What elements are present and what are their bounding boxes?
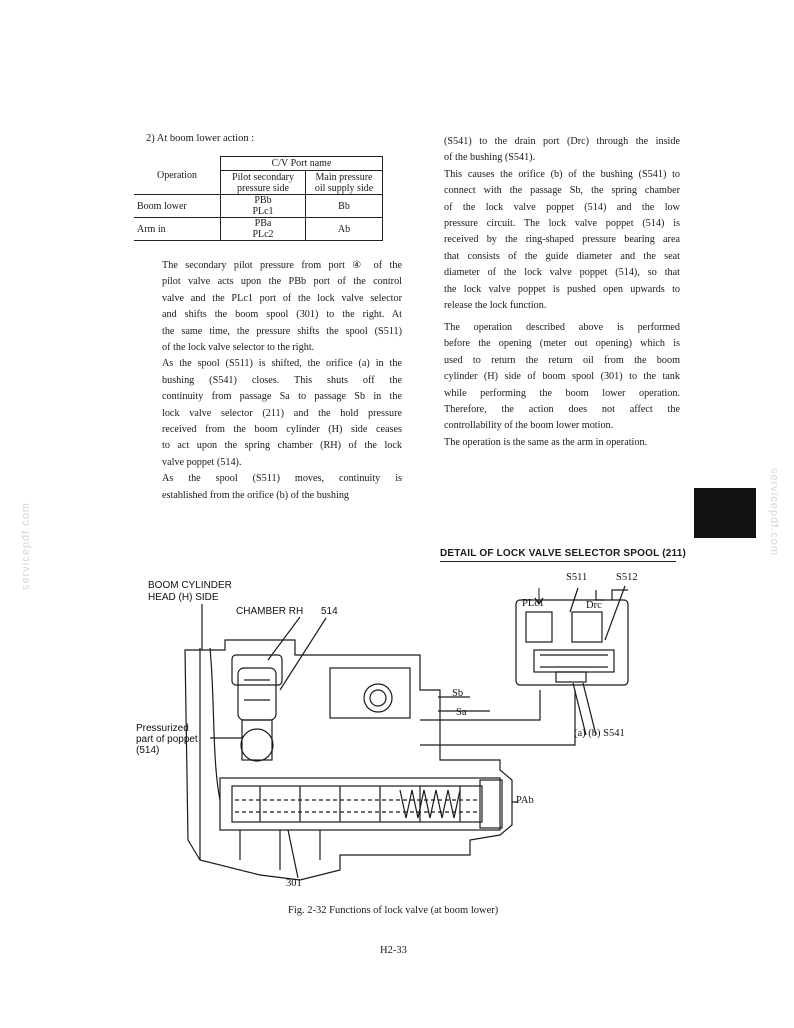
label-sa: Sa — [456, 707, 467, 718]
left-column-text: The secondary pilot pressure from port ④ of the pilot valve acts upon the PBb port of the control valve and the PLc1 port of the lock valve selector and shifts the boom spool (301) to the right. At the same time, the pressure shifts the spool (S511) of the lock valve selector to the right. As the spool (S511) is shifted, the orifice (a) in the bushing (S541) closes. This shuts off the continuity from passage Sa to passage Sb in the lock valve selector (211) and the hold pressure received from the boom cylinder (H) side ceases to act upon the spring chamber (RH) of the lock valve poppet (514). As the spool (S511) moves, continuity is established from the orifice (b) of the bushing — [162, 260, 402, 501]
label-plc1: PLc1 — [522, 598, 545, 609]
figure-caption: Fig. 2-32 Functions of lock valve (at boom lower) — [288, 905, 499, 916]
label-s511: S511 — [566, 572, 588, 583]
label-drc: Drc — [586, 600, 602, 611]
right-column-text: (S541) to the drain port (Drc) through the inside of the bushing (S541). This causes the orifice (b) of the bushing (S541) to connect with the passage Sb, the spring chamber of the lock valve poppet (514) and the low pressure circuit. The lock valve poppet (514) is received by the ring-shaped pressure bearing area that consists of the guide diameter and the seat diameter of the lock valve poppet (514), so that the lock valve poppet is pushed open upwards to release the lock function. — [444, 136, 680, 312]
table-header-group: C/V Port name — [221, 157, 383, 171]
label-pressurized: Pressurized part of poppet (514) — [136, 723, 198, 756]
label-s512: S512 — [616, 572, 638, 583]
table-header-main: Main pressure oil supply side — [306, 171, 383, 195]
label-514: 514 — [321, 606, 338, 617]
label-pab: PAb — [516, 795, 534, 806]
detail-title: DETAIL OF LOCK VALVE SELECTOR SPOOL (211) — [440, 548, 687, 559]
right-column-text-2: The operation described above is performed before the opening (meter out opening) which is used to return the return oil from the boom cylinder (H) side of boom spool (301) to the tank while performing the boom lower operation. Therefore, the action does not affect the controllability of the boom lower motion. The operation is the same as the arm in operation. — [444, 322, 680, 448]
table-row: Boom lower PBb PLc1 Bb — [134, 195, 383, 218]
label-sb: Sb — [452, 688, 464, 699]
table-header-pilot: Pilot secondary pressure side — [221, 171, 306, 195]
table-row: Arm in PBa PLc2 Ab — [134, 218, 383, 241]
watermark-right: servicepdf.com — [768, 468, 780, 556]
label-chamber-rh: CHAMBER RH — [236, 606, 304, 617]
watermark-left: servicepdf.com — [20, 502, 32, 590]
label-boom-cylinder: BOOM CYLINDER HEAD (H) SIDE — [148, 580, 232, 603]
table-header-operation: Operation — [134, 157, 221, 195]
label-301: 301 — [286, 878, 302, 889]
label-a-b-s541: (a) (b) S541 — [574, 728, 625, 739]
page-number: H2-33 — [380, 945, 407, 956]
section-heading: 2) At boom lower action : — [146, 133, 255, 144]
